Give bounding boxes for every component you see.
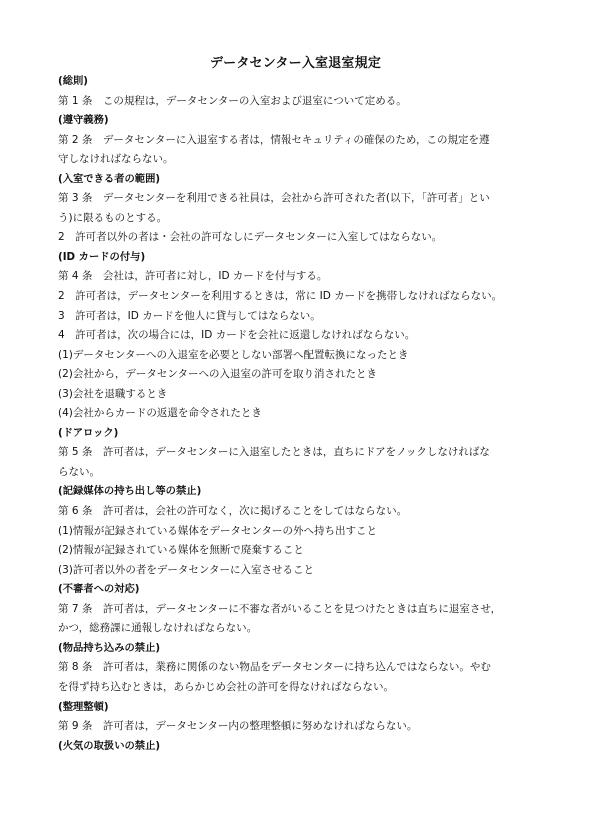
article-text-line: 4 許可者は，次の場合には，ID カードを会社に返還しなければならない。: [58, 329, 416, 342]
section-heading: (遵守義務): [58, 114, 109, 127]
article-text-line: 第 4 条 会社は，許可者に対し，ID カードを付与する。: [58, 270, 328, 283]
article-text-line: (2)会社から，データセンターへの入退室の許可を取り消されたとき: [58, 368, 377, 381]
article-text-line: (3)許可者以外の者をデータセンターに入室させること: [58, 563, 314, 576]
article-text-line: 第 5 条 許可者は，データセンターに入退室したときは，直ちにドアをノックしなければな: [58, 446, 490, 459]
section-heading: (ドアロック): [58, 426, 119, 439]
article-text-line: (2)情報が記録されている媒体を無断で廃棄すること: [58, 544, 304, 557]
article-text-line: (1)情報が記録されている媒体をデータセンターの外へ持ち出すこと: [58, 524, 377, 537]
section-heading: (整理整頓): [58, 700, 109, 713]
article-text-line: を得ず持ち込むときは，あらかじめ会社の許可を得なければならない。: [58, 680, 394, 693]
section-heading: (総則): [58, 75, 89, 87]
article-text-line: 3 許可者は，ID カードを他人に貸与してはならない。: [58, 309, 321, 322]
article-text-line: (4)会社からカードの返還を命令されたとき: [58, 407, 262, 420]
article-text-line: 第 2 条 データセンターに入退室する者は，情報セキュリティの確保のため，この規定を遵: [58, 133, 490, 146]
article-text-line: う)に限るものとする。: [58, 211, 168, 224]
article-text-line: 2 許可者以外の者は・会社の許可なしにデータセンターに入室してはならない。: [58, 231, 443, 244]
section-heading: (記録媒体の持ち出し等の禁止): [58, 485, 202, 498]
article-text-line: 第 8 条 許可者は，業務に関係のない物品をデータセンターに持ち込んではならない。やむ: [58, 661, 491, 674]
document-title: データセンター入室退室規定: [209, 56, 382, 71]
document-body: [58, 72, 528, 756]
article-text-line: 第 6 条 許可者は，会社の許可なく，次に掲げることをしてはならない。: [58, 505, 408, 518]
article-text-line: らない。: [58, 465, 100, 478]
section-heading: (不審者への対応): [58, 583, 140, 596]
article-text-line: 第 3 条 データセンターを利用できる社員は，会社から許可された者(以下，「許可者」とい: [58, 192, 490, 205]
article-text-line: 第 1 条 この規程は，データセンターの入室および退室について定める。: [58, 94, 407, 107]
article-text-line: 第 9 条 許可者は，データセンター内の整理整頓に努めなければならない。: [58, 720, 418, 733]
article-text-line: (1)データセンターへの入退室を必要としない部署へ配置転換になったとき: [58, 348, 409, 361]
article-text-line: 第 7 条 許可者は，データセンターに不審な者がいることを見つけたときは直ちに退室させ，: [58, 602, 502, 615]
section-heading: (ID カードの付与): [58, 250, 146, 263]
section-heading: (火気の取扱いの禁止): [58, 739, 161, 752]
article-text-line: (3)会社を退職するとき: [58, 387, 168, 400]
section-heading: (物品持ち込みの禁止): [58, 641, 161, 654]
article-text-line: 守しなければならない。: [58, 153, 174, 166]
section-heading: (入室できる者の範囲): [58, 172, 161, 185]
article-text-line: 2 許可者は，データセンターを利用するときは，常に ID カードを携帯しなければならない。: [58, 290, 503, 303]
article-text-line: かつ，総務課に通報しなければならない。: [58, 622, 258, 635]
